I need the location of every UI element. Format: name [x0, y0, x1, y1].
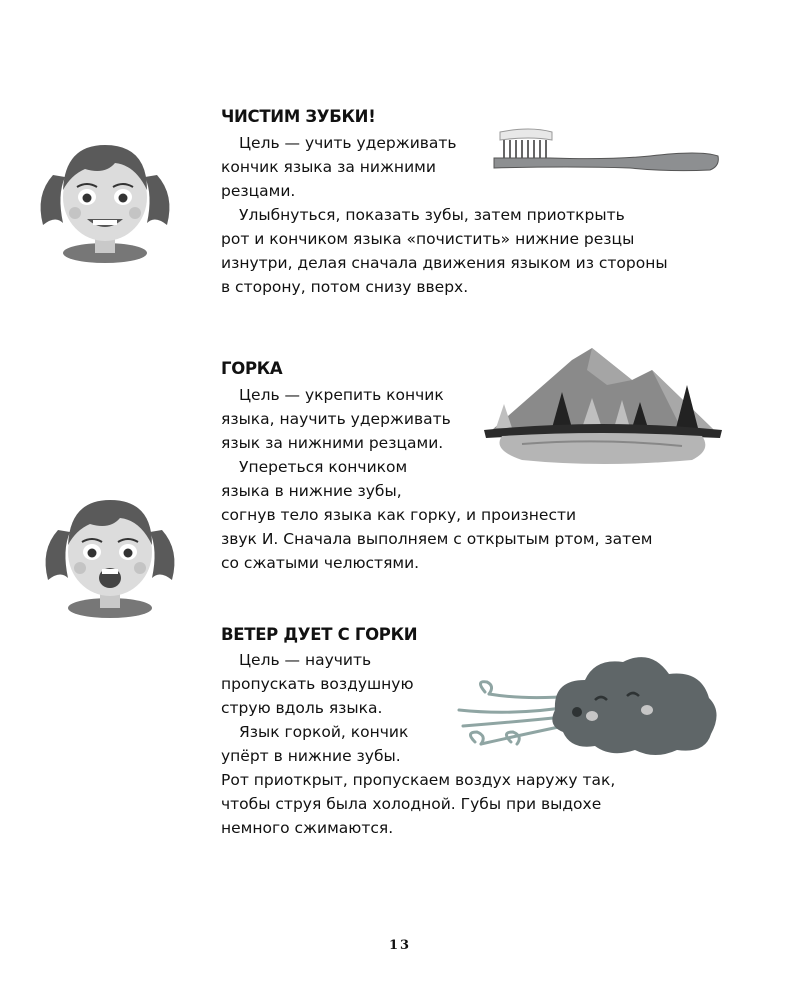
text-line: согнув тело языка как горку, и произнести — [221, 506, 577, 524]
text-line: языка в нижние зубы, — [221, 482, 402, 500]
text-line: Язык горкой, кончик — [239, 723, 409, 741]
text-line: Улыбнуться, показать зубы, затем приоткрыть — [239, 206, 625, 224]
text-line: рот и кончиком языка «почистить» нижние резцы — [221, 230, 635, 248]
text-line: Рот приоткрыт, пропускаем воздух наружу так, — [221, 771, 616, 789]
text-line: звук И. Сначала выполняем с открытым ртом, затем — [221, 530, 653, 548]
section-title: ГОРКА — [221, 359, 283, 378]
text-line: Упереться кончиком — [239, 458, 408, 476]
section-body — [221, 203, 718, 299]
girl-smiling-icon — [35, 135, 175, 265]
section-title: ЧИСТИМ ЗУБКИ! — [221, 107, 376, 126]
section-body-continued — [221, 768, 708, 840]
text-line: Цель — учить удерживать — [239, 134, 457, 152]
mountain-landscape-icon — [482, 340, 724, 470]
text-line: пропускать воздушную — [221, 675, 414, 693]
section-body — [221, 455, 473, 503]
page-number: 13 — [388, 938, 412, 953]
section-title: ВЕТЕР ДУЕТ С ГОРКИ — [221, 625, 418, 644]
section-goal — [221, 131, 473, 203]
text-line: в сторону, потом снизу вверх. — [221, 278, 469, 296]
text-line: Цель — научить — [239, 651, 372, 669]
text-line: чтобы струя была холодной. Губы при выдохе — [221, 795, 602, 813]
section-body-continued — [221, 503, 708, 575]
text-line: язык за нижними резцами. — [221, 434, 444, 452]
section-goal — [221, 648, 443, 720]
text-line: со сжатыми челюстями. — [221, 554, 420, 572]
text-line: струю вдоль языка. — [221, 699, 383, 717]
text-line: Цель — укрепить кончик — [239, 386, 444, 404]
text-line: упёрт в нижние зубы. — [221, 747, 401, 765]
wind-cloud-icon — [455, 650, 720, 762]
text-line: немного сжимаются. — [221, 819, 394, 837]
section-body — [221, 720, 443, 768]
section-goal — [221, 383, 473, 455]
toothbrush-icon — [490, 126, 722, 176]
girl-open-mouth-icon — [40, 490, 180, 620]
text-line: резцами. — [221, 182, 296, 200]
text-line: кончик языка за нижними — [221, 158, 436, 176]
text-line: изнутри, делая сначала движения языком из стороны — [221, 254, 668, 272]
text-line: языка, научить удерживать — [221, 410, 451, 428]
